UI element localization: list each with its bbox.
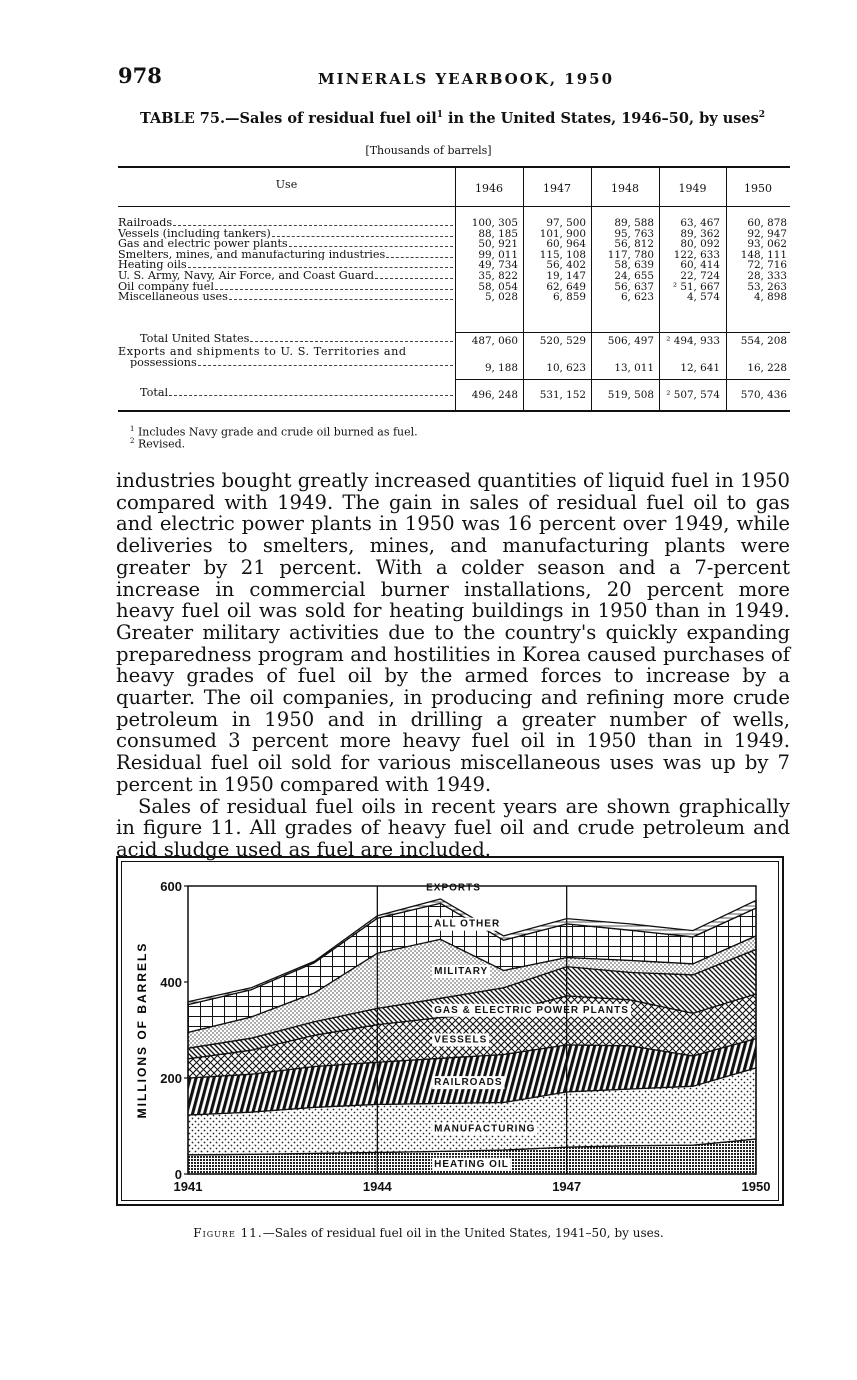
x-tick-label: 1941 bbox=[173, 1179, 203, 1194]
cell: 35, 822 bbox=[478, 269, 518, 282]
cell: 16, 228 bbox=[747, 362, 787, 374]
row-label: Miscellaneous uses bbox=[118, 292, 228, 303]
table-row bbox=[118, 229, 453, 240]
cell: 9, 188 bbox=[484, 362, 518, 374]
total-us-label-row bbox=[118, 334, 453, 345]
table-bottom-rule bbox=[118, 410, 790, 412]
x-tick-label: 1947 bbox=[552, 1179, 582, 1194]
cell: 53, 263 bbox=[747, 280, 787, 293]
row-label: Gas and electric power plants bbox=[118, 239, 288, 250]
cell: 5, 028 bbox=[484, 291, 518, 304]
cell: 99, 011 bbox=[478, 248, 518, 261]
cell: 6, 859 bbox=[552, 291, 586, 304]
cell: 97, 500 bbox=[546, 217, 586, 229]
footnote-mark: 1 bbox=[130, 425, 135, 433]
cell: 89, 362 bbox=[680, 227, 720, 240]
footnote-mark: 2 bbox=[130, 437, 135, 445]
col-1949 bbox=[659, 218, 720, 303]
paragraph: Sales of residual fuel oils in recent years are shown graphically in figure 11. All grades of heavy fuel oil and crude petroleum and acid sludge used as fuel are included. bbox=[116, 794, 790, 861]
col-1946 bbox=[455, 218, 518, 303]
x-tick-label: 1944 bbox=[362, 1179, 392, 1194]
cell: 496, 248 bbox=[471, 389, 518, 401]
series-label-gas-and-electric-power-plants: GAS & ELECTRIC POWER PLANTS bbox=[434, 1004, 629, 1016]
cell: 89, 588 bbox=[614, 217, 654, 229]
table-row bbox=[118, 218, 453, 229]
cell: 6, 623 bbox=[620, 291, 654, 304]
cell: 72, 716 bbox=[747, 259, 787, 272]
y-tick-label: 600 bbox=[160, 879, 182, 894]
caption-label: Figure 11. bbox=[193, 1226, 263, 1240]
cell: 56, 402 bbox=[546, 259, 586, 272]
body-text bbox=[116, 470, 790, 861]
cell: ² 494, 933 bbox=[666, 335, 720, 347]
cell: 570, 436 bbox=[740, 389, 787, 401]
exports-label-line2: possessions bbox=[130, 357, 197, 369]
cell: 10, 623 bbox=[546, 362, 586, 374]
footnote-2 bbox=[130, 437, 185, 451]
total-label-row bbox=[118, 388, 453, 399]
table-title-footnote-2: 2 bbox=[758, 110, 766, 121]
footnote-text: Revised. bbox=[134, 437, 186, 451]
cell: 58, 639 bbox=[614, 259, 654, 272]
y-tick-label: 200 bbox=[160, 1071, 182, 1086]
cell: 58, 054 bbox=[478, 280, 518, 293]
col-1947 bbox=[523, 218, 586, 303]
col-header-1948: 1948 bbox=[611, 182, 639, 195]
cell: 101, 900 bbox=[539, 227, 586, 240]
table-title-prefix: TABLE 75. bbox=[140, 110, 226, 127]
cell: 115, 108 bbox=[539, 248, 586, 261]
col-header-1950: 1950 bbox=[744, 182, 772, 195]
total-rule bbox=[455, 379, 790, 380]
series-label-all-other: ALL OTHER bbox=[434, 918, 501, 930]
cell: ² 51, 667 bbox=[672, 280, 720, 293]
cell: 506, 497 bbox=[607, 335, 654, 347]
cell: 60, 414 bbox=[680, 259, 720, 272]
sales-table bbox=[118, 166, 790, 412]
col-header-1946: 1946 bbox=[475, 182, 503, 195]
subtotal-rule bbox=[455, 332, 790, 333]
cell: 19, 147 bbox=[546, 269, 586, 282]
cell: 531, 152 bbox=[539, 389, 586, 401]
cell: 56, 637 bbox=[614, 280, 654, 293]
exports-label-line1: Exports and shipments to U. S. Territories and bbox=[118, 347, 407, 358]
col-1950 bbox=[726, 218, 787, 303]
table-top-rule bbox=[118, 166, 790, 168]
cell: 60, 878 bbox=[747, 217, 787, 229]
caption-text: —Sales of residual fuel oil in the United States, 1941–50, by uses. bbox=[262, 1226, 664, 1240]
y-tick-label: 0 bbox=[174, 1167, 182, 1182]
total-us-label: Total United States bbox=[140, 334, 250, 345]
table-header-rule bbox=[118, 206, 790, 207]
series-label-railroads: RAILROADS bbox=[434, 1077, 503, 1089]
running-head: MINERALS YEARBOOK, 1950 bbox=[318, 70, 615, 88]
series-label-manufacturing: MANUFACTURING bbox=[434, 1123, 536, 1135]
row-label: Heating oils bbox=[118, 260, 187, 271]
cell: 24, 655 bbox=[614, 269, 654, 282]
cell: 92, 947 bbox=[747, 227, 787, 240]
series-label-heating-oil: HEATING OIL bbox=[434, 1158, 509, 1170]
cell: 60, 964 bbox=[546, 238, 586, 251]
stacked-area-chart bbox=[116, 856, 784, 1206]
row-label: Oil company fuel bbox=[118, 281, 214, 293]
cell: 56, 812 bbox=[614, 238, 654, 251]
series-label-exports: EXPORTS bbox=[426, 882, 481, 894]
table-subtitle: [Thousands of barrels] bbox=[365, 144, 492, 157]
series-label-military: MILITARY bbox=[434, 966, 489, 977]
paragraph: industries bought greatly increased quantities of liquid fuel in 1950 compared with 1949. The gain in sales of residual fuel oil to gas and electric power plants in 1950 was 16 percent over 1949, while deliveries to smelters, mines, and manufacturing plants were greater by 21 percent. With a colder season and a 7-percent increase in commercial burner installations, 20 percent more heavy fuel oil was sold for heating buildings in 1950 than in 1949. Greater military activities due to the country's quickly expanding preparedness program and hostilities in Korea caused purchases of heavy grades of fuel oil by the armed forces to increase by a quarter. The oil companies, in producing and refining more crude petroleum in 1950 and in drilling a greater number of wells, consumed 3 percent more heavy fuel oil in 1950 than in 1949. Residual fuel oil sold for various miscellaneous uses was up by 7 percent in 1950 compared with 1949. bbox=[116, 469, 790, 796]
table-row bbox=[118, 260, 453, 271]
cell: ² 507, 574 bbox=[666, 389, 720, 401]
cell: 50, 921 bbox=[478, 238, 518, 251]
x-tick-label: 1950 bbox=[741, 1179, 771, 1194]
cell: 148, 111 bbox=[740, 248, 787, 261]
cell: 4, 574 bbox=[686, 291, 720, 304]
cell: 487, 060 bbox=[471, 335, 518, 347]
page-number: 978 bbox=[118, 63, 162, 88]
y-axis-label: MILLIONS OF BARRELS bbox=[135, 941, 149, 1119]
footnote-text: Includes Navy grade and crude oil burned as fuel. bbox=[134, 425, 418, 439]
table-row bbox=[118, 250, 453, 261]
cell: 28, 333 bbox=[747, 269, 787, 282]
cell: 80, 092 bbox=[680, 238, 720, 251]
cell: 13, 011 bbox=[614, 362, 654, 374]
cell: 22, 724 bbox=[680, 269, 720, 282]
table-row bbox=[118, 292, 453, 303]
col-header-use: Use bbox=[275, 178, 298, 191]
cell: 63, 467 bbox=[680, 217, 720, 229]
cell: 95, 763 bbox=[614, 227, 654, 240]
cell: 49, 734 bbox=[478, 259, 518, 272]
cell: 4, 898 bbox=[753, 291, 787, 304]
total-label: Total bbox=[140, 388, 169, 399]
figure-caption bbox=[0, 1226, 857, 1240]
cell: 117, 780 bbox=[607, 248, 654, 261]
row-label: Vessels (including tankers) bbox=[118, 228, 271, 240]
cell: 93, 062 bbox=[747, 238, 787, 251]
cell: 519, 508 bbox=[607, 389, 654, 401]
table-title-text: —Sales of residual fuel oil bbox=[225, 110, 437, 127]
col-header-1947: 1947 bbox=[543, 182, 571, 195]
table-row bbox=[118, 271, 453, 282]
row-label: Smelters, mines, and manufacturing industries bbox=[118, 249, 386, 261]
cell: 88, 185 bbox=[478, 227, 518, 240]
cell: 554, 208 bbox=[740, 335, 787, 347]
table-row bbox=[118, 282, 453, 293]
col-header-1949: 1949 bbox=[678, 182, 707, 195]
cell: 12, 641 bbox=[680, 362, 720, 374]
cell: 122, 633 bbox=[673, 248, 720, 261]
cell: 62, 649 bbox=[546, 280, 586, 293]
table-title-rest: in the United States, 1946–50, by uses bbox=[442, 110, 759, 127]
table-row bbox=[118, 239, 453, 250]
use-column bbox=[118, 218, 453, 303]
table-title bbox=[140, 110, 765, 127]
cell: 520, 529 bbox=[539, 335, 586, 347]
exports-label-row bbox=[118, 347, 453, 368]
cell: 100, 305 bbox=[471, 217, 518, 229]
row-label: Railroads bbox=[118, 218, 173, 229]
series-label-vessels: VESSELS bbox=[434, 1034, 488, 1046]
col-1948 bbox=[591, 218, 654, 303]
row-label: U. S. Army, Navy, Air Force, and Coast Guard bbox=[118, 270, 375, 282]
y-tick-label: 400 bbox=[160, 975, 182, 990]
table-title-footnote-1: 1 bbox=[436, 110, 443, 121]
